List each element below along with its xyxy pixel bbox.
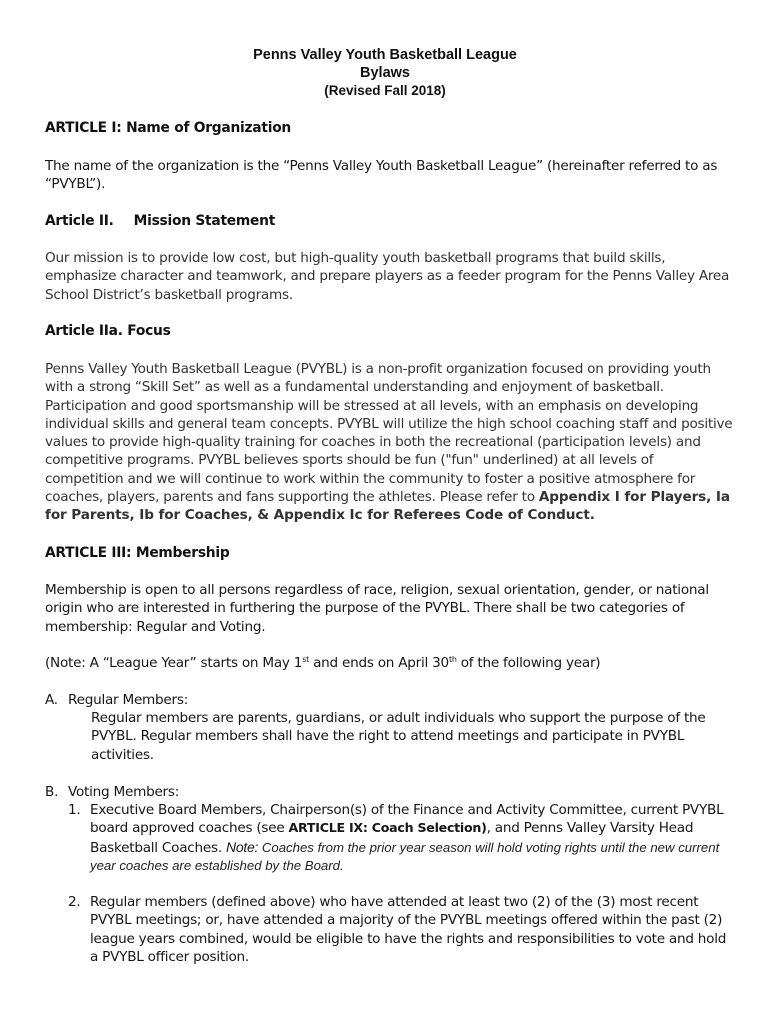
note-mid: and ends on April 30	[309, 655, 449, 671]
appendix-reference: Appendix I for Players, Ia for Parents, Ib for Coaches, & Appendix Ic for Referees Code of Conduct.	[45, 489, 730, 524]
document-header	[0, 46, 770, 100]
article-2-text: Our mission is to provide low cost, but high-quality youth basketball programs that build skills, emphasize character and teamwork, and prepare players as a feeder program for the Penns Valley Area School District’s basketball programs.	[45, 250, 730, 303]
article-2-number: Article II.	[45, 213, 114, 229]
article-3-heading: ARTICLE III: Membership	[45, 545, 230, 561]
note-prefix: (Note: A “League Year” starts on May 1	[45, 655, 303, 671]
item-1-note-label: Note:	[225, 838, 259, 855]
article-2-title: Mission Statement	[133, 213, 276, 229]
league-year-note	[45, 654, 735, 672]
article-2a-heading: Article IIa. Focus	[45, 323, 171, 339]
org-title: Penns Valley Youth Basketball League	[253, 47, 517, 63]
list-label-a: A.	[45, 692, 58, 708]
voting-item-1-body	[90, 801, 736, 875]
article-1-heading: ARTICLE I: Name of Organization	[45, 120, 291, 136]
regular-members-label: Regular Members:	[68, 692, 189, 708]
item-number-2: 2.	[68, 894, 81, 910]
item-number-1: 1.	[68, 802, 81, 818]
article-3-text: Membership is open to all persons regardless of race, religion, sexual orientation, gender, or national origin who are interested in furthering the purpose of the PVYBL. There shall be two categories of membership: Regular and Voting.	[45, 582, 709, 635]
note-sup-st: st	[302, 655, 310, 664]
coach-selection-reference: ARTICLE IX: Coach Selection)	[288, 820, 487, 836]
list-label-b: B.	[45, 784, 59, 800]
voting-item-1	[68, 801, 736, 875]
voting-members-label: Voting Members:	[68, 784, 180, 800]
article-2a-text	[45, 360, 735, 525]
voting-members-title	[45, 783, 735, 801]
regular-members-text: Regular members are parents, guardians, or adult individuals who support the purpose of the PVYBL. Regular members shall have the right to attend meetings and participate in PVYBL activities.	[91, 710, 706, 763]
revision-line: (Revised Fall 2018)	[324, 83, 446, 98]
regular-members-title	[45, 691, 735, 709]
item-1-text-a: Executive Board Members, Chairperson(s) of the Finance and Activity Committee, current PVYBL board approved coaches (see	[90, 802, 724, 837]
article-2-heading	[45, 212, 735, 230]
voting-item-2	[68, 893, 736, 966]
item-1-note-text: Coaches from the prior year season will hold voting rights until the new current year coaches are established by the Board.	[90, 839, 720, 873]
item-1-text-b: , and Penns Valley Varsity Head Basketball Coaches.	[90, 820, 694, 856]
voting-item-2-body: Regular members (defined above) who have attended at least two (2) of the (3) most recent PVYBL meetings; or, have attended a majority of the PVYBL meetings offered within the past (2) league years combined, would be eligible to have the rights and responsibilities to vote and hold a PVYBL officer position.	[90, 894, 727, 965]
doc-title: Bylaws	[360, 65, 410, 81]
note-suffix: of the following year)	[456, 655, 601, 671]
article-1-text: The name of the organization is the “Penns Valley Youth Basketball League” (hereinafter referred to as “PVYBL”).	[45, 158, 718, 193]
article-2a-body: Penns Valley Youth Basketball League (PVYBL) is a non-profit organization focused on providing youth with a strong “Skill Set” as well as a fundamental understanding and enjoyment of basketball. Participation and good sportsmanship will be stressed at all levels, with an emphasis on developing individual skills and general team concepts. PVYBL will utilize the high school coaching staff and positive values to provide high-quality training for coaches in both the recreational (participation levels) and competitive programs. PVYBL believes sports should be fun ("fun" underlined) at all levels of competition and we will continue to work within the community to foster a positive atmosphere for coaches, players, parents and fans supporting the athletes. Please refer to	[45, 361, 733, 506]
note-sup-th: th	[448, 655, 457, 664]
